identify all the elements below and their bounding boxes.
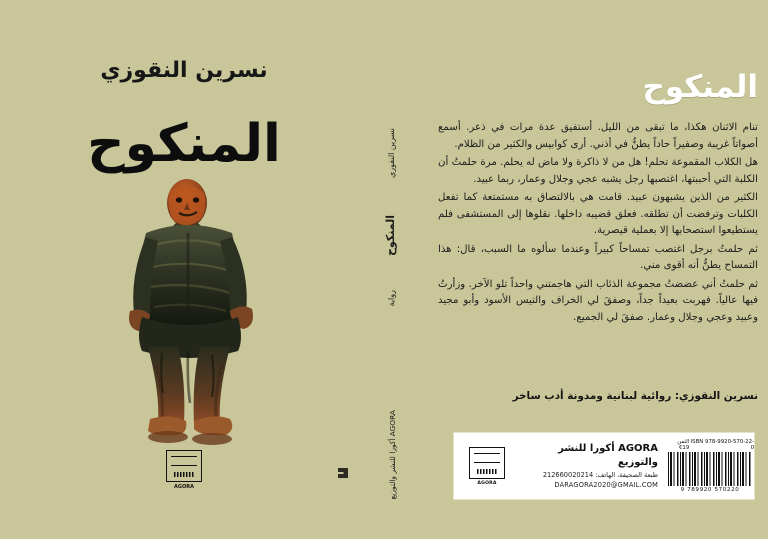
barcode-bars [668, 452, 752, 486]
author-bio-note: نسرين النقوزي: روائية لبنانية ومدونة أدب ساخر [512, 390, 758, 402]
barcode-meta [666, 439, 754, 451]
publisher-tagline: طبعة الصحيفة، الهاتف: 212660020214 [542, 470, 658, 479]
publisher-logo [459, 437, 515, 495]
front-publisher-logo-label: AGORA [174, 484, 194, 490]
back-cover-blurb [438, 120, 758, 328]
front-cover [8, 10, 360, 530]
blurb-paragraph: ثم حلمتُ برجل اغتصب تمساحاً كبيراً وعندما سألوه ما السبب، قال: هذا التمساح يطنُّ أنه أقوى مني. [438, 243, 758, 272]
front-publisher-logo [8, 450, 360, 482]
price-label: الثمن 19€ [677, 439, 690, 451]
back-cover [420, 10, 768, 530]
publisher-info [520, 442, 662, 490]
back-cover-title: المنكوح [642, 69, 758, 105]
book-spine [368, 10, 410, 530]
publisher-barcode-strip [453, 432, 755, 500]
blurb-paragraph: هل الكلاب المقموعة تحلم! هل من لا ذاكرة ولا ماض له يحلم. مرة حلمتُ أن الكلبة التي أحببتها، اغتصبها رجل يشبه عجي وجلال وعمار، ربما عبيد. [438, 157, 758, 185]
front-cover-title: المنكوح [87, 114, 281, 174]
cover-artwork-seated-figure [84, 175, 294, 455]
blurb-paragraph: تنام الاثنان هكذا، ما تبقى من الليل. أستفيق عدة مرات في ذعر. أسمع أصواتاً غريبة وصفيراً حاداً يطنُّ في أذني. أرى كوابيس والكثير من الظلام. [438, 122, 758, 150]
spine-author: نسرين النقوزي [387, 128, 396, 179]
typewriter-icon [166, 450, 202, 482]
front-cover-author: نسرين النقوزي [100, 58, 268, 83]
publisher-logo-label: AGORA [477, 480, 497, 486]
spine-publisher: أكورا للنشر والتوزيع AGORA [387, 410, 397, 500]
spine-title: المنكوح [384, 215, 397, 256]
typewriter-icon [469, 447, 505, 479]
publisher-email: DARAGORA2020@GMAIL.COM [554, 480, 658, 489]
blurb-paragraph: ثم حلمتُ أني عضضتُ مجموعة الذئاب التي هاجمتني واحداً تلو الآخر. وزأرتُ فيها عالياً. فهربت بعيداً جداً، وصفقَ لي الخراف والتيس الأسود وأبو مجيد وعبيد وعجي وجلال وعمار. صفقَ لي الجميع. [438, 278, 758, 323]
spine-genre: رواية [387, 290, 396, 307]
isbn-label: ISBN 978-9920-570-22-0 [690, 439, 754, 451]
publisher-name: AGORA أكورا للنشر والتوزيع [558, 442, 658, 469]
barcode-number: 9 789920 570220 [680, 487, 740, 493]
blurb-paragraph: الكثير من الذين يشبهون عبيد. قامت هي بالالتصاق به مستمتعة كما تفعل الكلبات وترفضت أن تطلقه. فعلق قضيبه داخلها. نقلوها إلى المستشفى فلم يستطيعوا استصحابها إلا بعملية قيصرية. [438, 192, 758, 237]
barcode [666, 437, 754, 495]
